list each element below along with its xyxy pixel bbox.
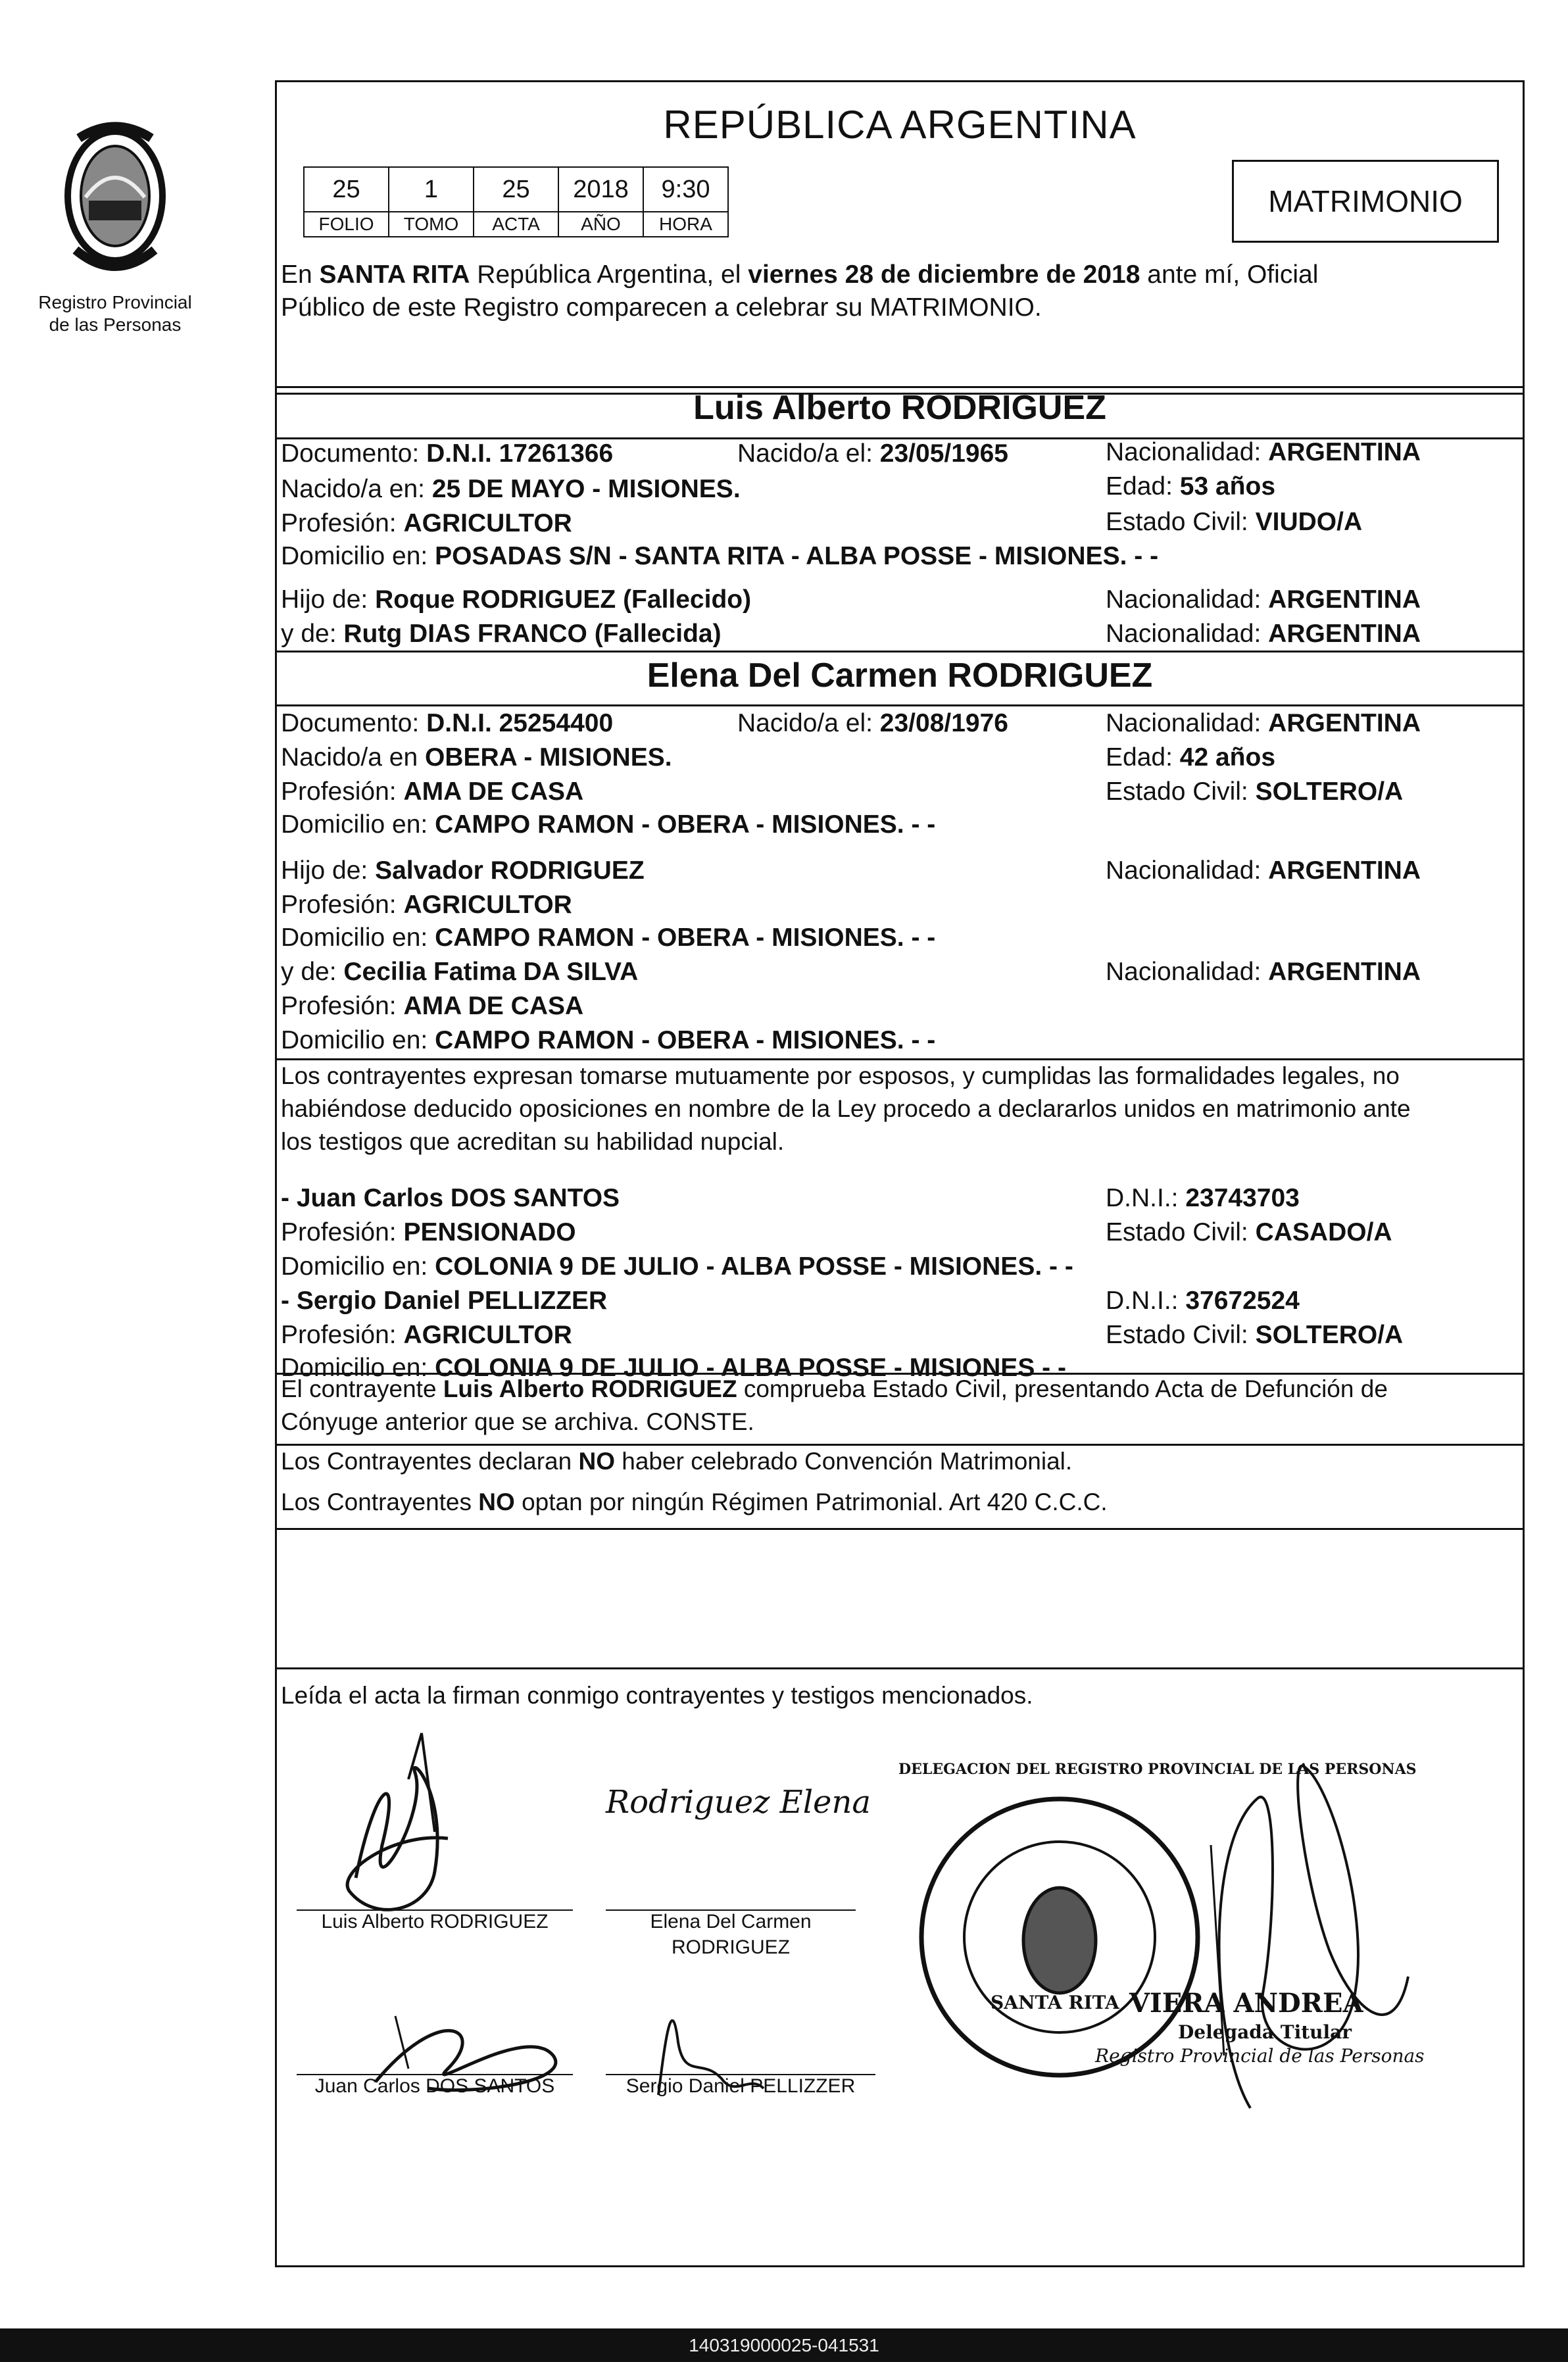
groom-father-nationality: Nacionalidad: ARGENTINA [1106,585,1421,614]
bride-age: Edad: 42 años [1106,743,1276,772]
groom-mother: y de: Rutg DIAS FRANCO (Fallecida) [281,620,722,648]
witness1-profession: Profesión: PENSIONADO [281,1218,576,1246]
officer-org: Registro Provincial de las Personas [1095,2045,1425,2067]
registry-table [303,166,729,237]
groom-age: Edad: 53 años [1106,472,1276,501]
divider [277,651,1523,652]
declaration-line2: habiéndose deducido oposiciones en nombre de la Ley procedo a declararlos unidos en matrimonio ante [281,1095,1411,1122]
declaration-line3: los testigos que acreditan su habilidad nupcial. [281,1128,785,1155]
witness2-dni: D.N.I.: 37672524 [1106,1287,1300,1315]
seal-text: DELEGACION DEL REGISTRO PROVINCIAL DE LAS PERSONAS [898,1761,1417,1778]
witness1-name: - Juan Carlos DOS SANTOS [281,1184,620,1212]
acta-value: 25 [474,167,558,212]
groom-birthdate: Nacido/a el: 23/05/1965 [737,439,1008,468]
divider [277,1667,1523,1669]
regime-line2: Los Contrayentes NO optan por ningún Régimen Patrimonial. Art 420 C.C.C. [281,1489,1108,1515]
note-line2: Cónyuge anterior que se archiva. CONSTE. [281,1408,754,1435]
folio-value: 25 [304,167,389,212]
closing-text: Leída el acta la firman conmigo contrayentes y testigos mencionados. [281,1682,1033,1709]
groom-birthplace: Nacido/a en: 25 DE MAYO - MISIONES. [281,475,741,503]
witness2-civil-status: Estado Civil: SOLTERO/A [1106,1321,1404,1349]
bride-doc: Documento: D.N.I. 25254400 [281,709,614,737]
witness2-name: - Sergio Daniel PELLIZZER [281,1287,608,1315]
bride-father: Hijo de: Salvador RODRIGUEZ [281,856,645,885]
groom-name: Luis Alberto RODRIGUEZ [693,389,1106,427]
regime-line1: Los Contrayentes declaran NO haber celebrado Convención Matrimonial. [281,1448,1073,1475]
document-id-bar: 140319000025-041531 [0,2328,1568,2362]
bride-mother-nationality: Nacionalidad: ARGENTINA [1106,958,1421,986]
bride-birthplace: Nacido/a en OBERA - MISIONES. [281,743,672,772]
hour-label: HORA [643,212,728,237]
officer-name: VIERA ANDREA [1129,1988,1363,2019]
acta-label: ACTA [474,212,558,237]
groom-civil-status: Estado Civil: VIUDO/A [1106,508,1363,536]
bride-mother: y de: Cecilia Fatima DA SILVA [281,958,639,986]
bride-father-nationality: Nacionalidad: ARGENTINA [1106,856,1421,885]
bride-mother-profession: Profesión: AMA DE CASA [281,992,584,1020]
groom-profession: Profesión: AGRICULTOR [281,509,572,537]
bride-handwritten-signature: Rodriguez Elena [606,1784,871,1821]
declaration-line1: Los contrayentes expresan tomarse mutuamente por esposos, y cumplidas las formalidades legales, no [281,1062,1400,1089]
bride-signature-label-line2: RODRIGUEZ [672,1936,790,1958]
bride-birthdate: Nacido/a el: 23/08/1976 [737,709,1008,737]
witness2-profession: Profesión: AGRICULTOR [281,1321,572,1349]
intro-line2: Público de este Registro comparecen a celebrar su MATRIMONIO. [281,293,1042,322]
officer-role: Delegada Titular [1178,2021,1352,2043]
year-value: 2018 [558,167,643,212]
divider [277,704,1523,706]
bride-profession: Profesión: AMA DE CASA [281,777,584,806]
act-type-box: MATRIMONIO [1232,160,1499,243]
intro-line1: En SANTA RITA República Argentina, el viernes 28 de diciembre de 2018 ante mí, Oficial [281,260,1319,289]
certificate-frame [275,80,1525,2267]
logo-label-line1: Registro Provincial [38,292,192,312]
bride-address: Domicilio en: CAMPO RAMON - OBERA - MISIONES. - - [281,810,936,839]
hour-value: 9:30 [643,167,728,212]
bride-mother-address: Domicilio en: CAMPO RAMON - OBERA - MISIONES. - - [281,1026,936,1054]
witness1-signature-label: Juan Carlos DOS SANTOS [297,2074,573,2098]
groom-nationality: Nacionalidad: ARGENTINA [1106,438,1421,466]
divider [277,1528,1523,1530]
year-label: AÑO [558,212,643,237]
bride-father-address: Domicilio en: CAMPO RAMON - OBERA - MISIONES. - - [281,923,936,952]
groom-father: Hijo de: Roque RODRIGUEZ (Fallecido) [281,585,752,614]
witness2-signature-label: Sergio Daniel PELLIZZER [606,2074,875,2098]
note-line1: El contrayente Luis Alberto RODRIGUEZ comprueba Estado Civil, presentando Acta de Defunción de [281,1375,1388,1402]
bride-nationality: Nacionalidad: ARGENTINA [1106,709,1421,737]
groom-address: Domicilio en: POSADAS S/N - SANTA RITA - ALBA POSSE - MISIONES. - - [281,542,1159,570]
witness2-address: Domicilio en: COLONIA 9 DE JULIO - ALBA POSSE - MISIONES - - [281,1354,1066,1382]
folio-label: FOLIO [304,212,389,237]
bride-signature-label-line1: Elena Del Carmen [606,1909,856,1933]
witness1-address: Domicilio en: COLONIA 9 DE JULIO - ALBA POSSE - MISIONES. - - [281,1252,1073,1281]
bride-civil-status: Estado Civil: SOLTERO/A [1106,777,1404,806]
tomo-value: 1 [389,167,474,212]
coat-of-arms-icon [49,118,181,283]
groom-signature-label: Luis Alberto RODRIGUEZ [297,1909,573,1933]
bride-father-profession: Profesión: AGRICULTOR [281,891,572,919]
seal-place: SANTA RITA [991,1992,1119,2013]
witness1-dni: D.N.I.: 23743703 [1106,1184,1300,1212]
groom-mother-nationality: Nacionalidad: ARGENTINA [1106,620,1421,648]
bride-name: Elena Del Carmen RODRIGUEZ [647,656,1153,695]
page-title: REPÚBLICA ARGENTINA [663,103,1137,147]
registry-logo [26,118,204,349]
tomo-label: TOMO [389,212,474,237]
groom-doc: Documento: D.N.I. 17261366 [281,439,614,468]
witness1-civil-status: Estado Civil: CASADO/A [1106,1218,1392,1246]
logo-label-line2: de las Personas [49,314,182,335]
